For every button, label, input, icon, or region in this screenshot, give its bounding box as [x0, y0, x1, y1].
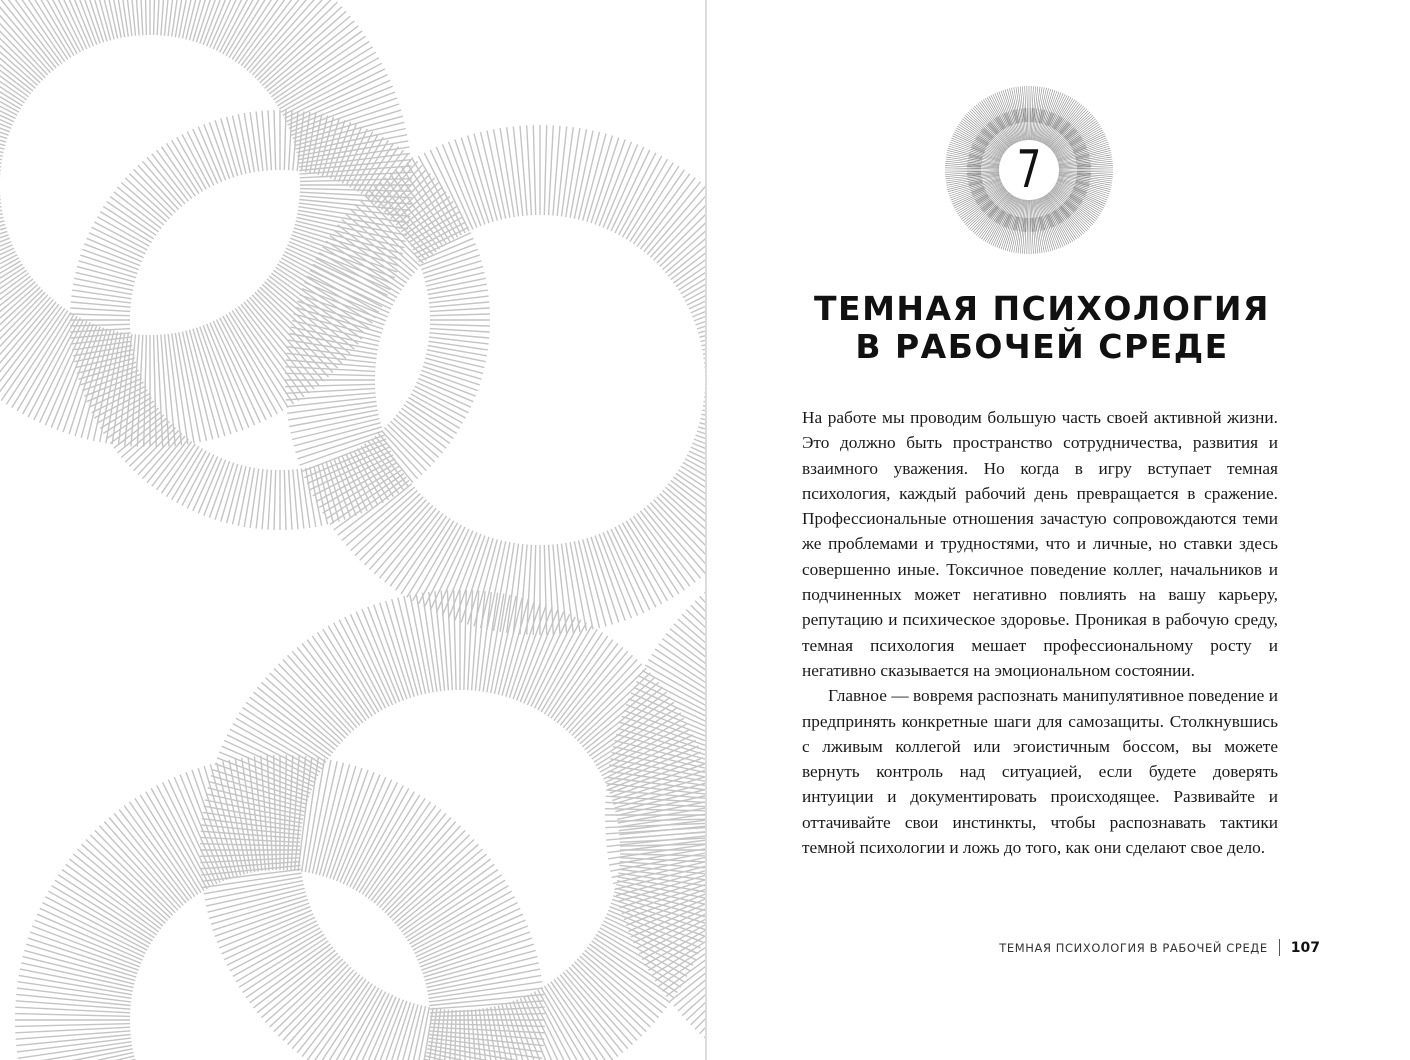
chapter-title-line-2: В РАБОЧЕЙ СРЕДЕ: [855, 327, 1229, 366]
chapter-emblem: [944, 85, 1114, 255]
running-footer: [999, 939, 1320, 956]
body-paragraph-1: На работе мы проводим большую часть своей активной жизни. Это должно быть пространство сотрудничества, развития и взаимного уважения. Но когда в игру вступает темная психология, каждый рабочий день превращается в сражение. Профессиональные отношения зачастую сопровождаются теми же проблемами и трудностями, что и личные, но ставки здесь совершенно иные. Токсичное поведение коллег, начальников и подчиненных может негативно повлиять на вашу карьеру, репутацию и психическое здоровье. Проникая в рабочую среду, темная психология мешает профессиональному росту и негативно сказывается на эмоциональном состоянии.: [802, 408, 1278, 680]
running-footer-title: ТЕМНАЯ ПСИХОЛОГИЯ В РАБОЧЕЙ СРЕДЕ: [999, 940, 1268, 955]
ornament-ring-6: [15, 755, 545, 1060]
page-number: 107: [1290, 939, 1320, 956]
chapter-body-text: [802, 405, 1278, 860]
ornament-ring-3: [285, 125, 706, 635]
chapter-title-line-1: ТЕМНАЯ ПСИХОЛОГИЯ: [814, 289, 1270, 328]
body-paragraph-2: Главное — вовремя распознать манипулятивное поведение и предпринять конкретные шаги для самозащиты. Столкнувшись с лживым коллегой или эгоистичным боссом, вы можете вернуть контроль над ситуацией, если будете доверять интуиции и документировать происходящее. Развивайте и оттачивайте свои инстинкты, чтобы распознавать тактики темной психологии и ложь до того, как они сделают свое дело.: [802, 686, 1278, 858]
right-page: [707, 0, 1410, 1060]
chapter-title: [747, 290, 1337, 366]
footer-divider: [1279, 939, 1280, 956]
chapter-number: 7: [1016, 140, 1042, 200]
